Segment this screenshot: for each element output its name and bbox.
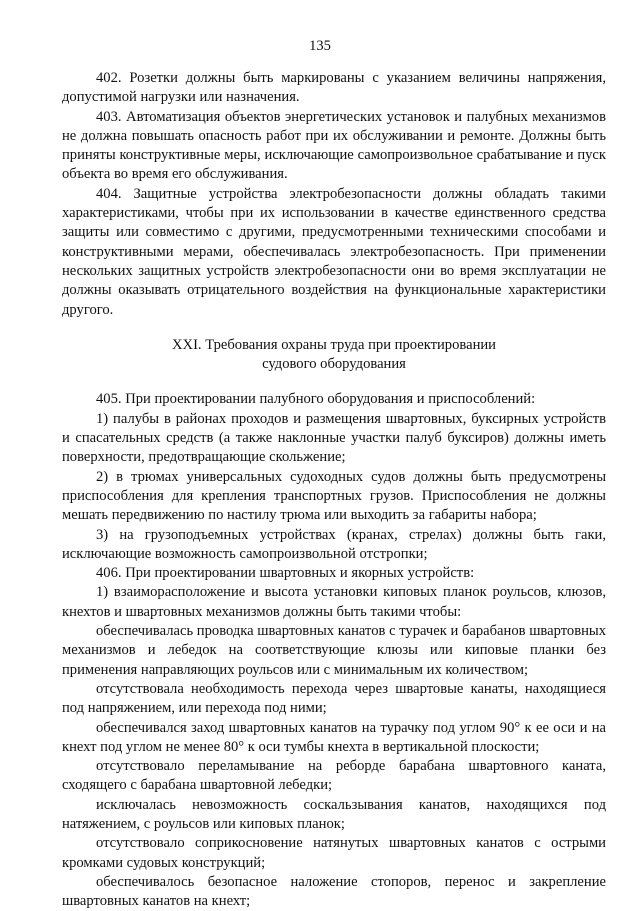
paragraph-405-item-3: 3) на грузоподъемных устройствах (кранах, стрелах) должны быть гаки, исключающие возможность самопроизвольной отстропки; [62, 526, 606, 562]
section-heading-line-2: судового оборудования [262, 356, 406, 373]
document-body [62, 69, 606, 911]
paragraph-406-condition-5: исключалась невозможность соскальзывания канатов, находящихся под натяжением, с роульсов или киповых планок; [62, 796, 606, 832]
section-heading-line-1: XXI. Требования охраны труда при проектировании [171, 336, 496, 353]
paragraph-405-item-1: 1) палубы в районах проходов и размещения швартовных, буксирных устройств и спасательных средств (а также наклонные участки палуб буксиров) должны иметь поверхности, предотвращающие скольжение; [62, 410, 606, 466]
paragraph-405: 405. При проектировании палубного оборудования и приспособлений: [96, 391, 536, 408]
section-heading [62, 336, 606, 375]
paragraph-404: 404. Защитные устройства электробезопасности должны обладать такими характеристиками, чтобы при их использовании в качестве единственного средства защиты или совместимо с другими, предусмотренными техническими способами и конструктивными мерами, обеспечивалась электробезопасность. При применении нескольких защитных устройств электробезопасности они во время эксплуатации не должны оказывать отрицательного воздействия на функциональные характеристики другого. [62, 185, 606, 318]
paragraph-406-condition-2: отсутствовала необходимость перехода через швартовые канаты, находящиеся под напряжением, или перехода под ними; [62, 680, 606, 717]
paragraph-406-condition-1: обеспечивалась проводка швартовных канатов с турачек и барабанов швартовных механизмов и лебедок на соответствующие клюзы или киповые планки без применения направляющих роульсов или с минимальным их количеством; [62, 623, 606, 678]
paragraph-403: 403. Автоматизация объектов энергетических установок и палубных механизмов не должна повышать опасность работ при их обслуживании и ремонте. Должны быть приняты конструктивные меры, исключающие самопроизвольное срабатывание и пуск объекта во время его обслуживания. [62, 108, 606, 183]
paragraph-406-item-1: 1) взаиморасположение и высота установки киповых планок роульсов, клюзов, кнехтов и швартовных механизмов должны быть такими чтобы: [62, 584, 606, 620]
paragraph-406-condition-7: обеспечивалось безопасное наложение стопоров, перенос и закрепление швартовных канатов на кнехт; [62, 873, 606, 910]
paragraph-406-condition-3: обеспечивался заход швартовных канатов на турачку под углом 90° к ее оси и на кнехт под углом не менее 80° к оси тумбы кнехта в вертикальной плоскости; [62, 719, 606, 755]
paragraph-406-condition-6: отсутствовало соприкосновение натянутых швартовных канатов с острыми кромками судовых конструкций; [62, 835, 606, 871]
paragraph-406-condition-4: отсутствовало переламывание на реборде барабана швартовного каната, сходящего с барабана швартовной лебедки; [62, 758, 606, 794]
paragraph-406: 406. При проектировании швартовных и якорных устройств: [96, 565, 475, 582]
page-number: 135 [309, 38, 331, 54]
paragraph-405-item-2: 2) в трюмах универсальных судоходных судов должны быть предусмотрены приспособления для крепления транспортных грузов. Приспособления не должны мешать передвижению по настилу трюма или выходить за габариты набора; [62, 468, 606, 524]
paragraph-402: 402. Розетки должны быть маркированы с указанием величины напряжения, допустимой нагрузки или назначения. [62, 70, 606, 106]
